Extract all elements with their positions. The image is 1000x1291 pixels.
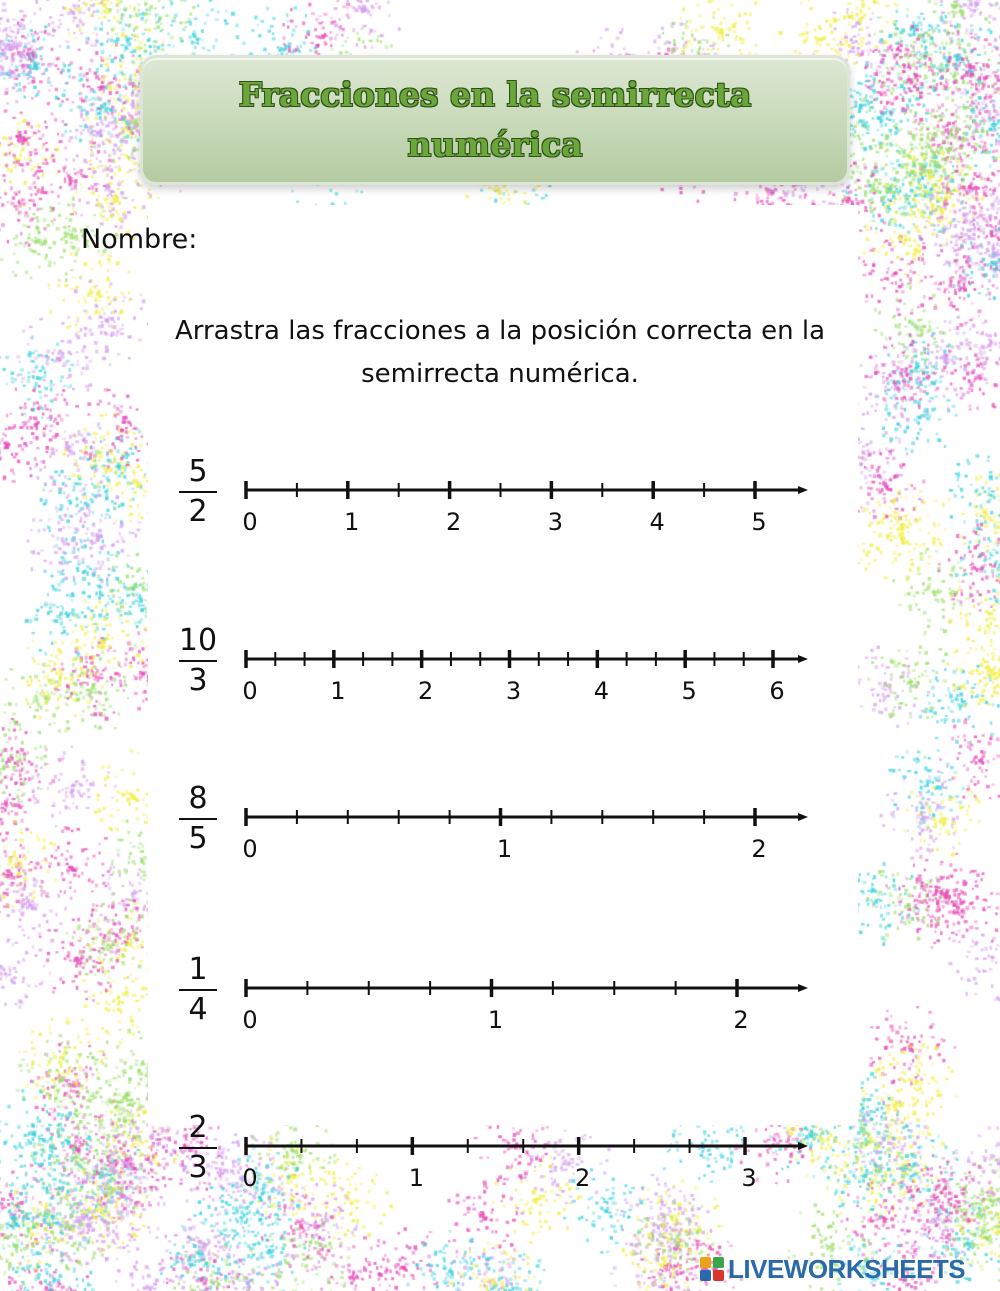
- arrow-head: [798, 813, 808, 821]
- tick-label: 1: [408, 1164, 424, 1192]
- tick-label: 6: [769, 677, 785, 705]
- tick-label: 2: [445, 508, 462, 536]
- tick-label: 1: [496, 835, 513, 863]
- tick-label: 0: [242, 835, 258, 863]
- page-title: Fracciones en la semirrecta numérica: [238, 75, 752, 164]
- fraction-numerator: 10: [178, 623, 218, 658]
- tick-label: 4: [593, 677, 609, 705]
- tick-label: 5: [681, 677, 697, 705]
- tick-label: 2: [751, 835, 767, 863]
- tick-label: 4: [649, 508, 665, 536]
- number-line[interactable]: [0, 782, 1000, 872]
- arrow-head: [798, 655, 808, 663]
- instructions-text: Arrastra las fracciones a la posición correcta en la semirrecta numérica.: [174, 316, 826, 389]
- tick-label: 3: [505, 677, 522, 705]
- fraction-numerator: 5: [188, 454, 208, 489]
- number-line[interactable]: [0, 953, 1000, 1043]
- fraction-numerator: 1: [188, 952, 208, 987]
- exercise-row: [0, 953, 1000, 1043]
- liveworksheets-logo-icon: [700, 1257, 724, 1281]
- arrow-head: [798, 486, 808, 494]
- arrow-head: [798, 1142, 808, 1150]
- tick-label: 5: [751, 508, 767, 536]
- exercise-row: [0, 455, 1000, 545]
- fraction-numerator: 8: [188, 781, 208, 816]
- tick-label: 1: [330, 677, 346, 705]
- tick-label: 0: [242, 677, 258, 705]
- liveworksheets-brand[interactable]: [700, 1254, 965, 1284]
- exercise-row: [0, 624, 1000, 714]
- fraction-denominator: 3: [188, 1150, 208, 1185]
- fraction-denominator: 5: [188, 821, 208, 856]
- tick-label: 0: [242, 508, 258, 536]
- tick-label: 3: [547, 508, 564, 536]
- tick-label: 1: [344, 508, 360, 536]
- fraction-denominator: 3: [188, 663, 208, 698]
- exercise-row: [0, 782, 1000, 872]
- number-line[interactable]: [0, 624, 1000, 714]
- number-line[interactable]: [0, 455, 1000, 545]
- fraction-denominator: 4: [188, 992, 208, 1027]
- fraction-numerator: 2: [188, 1110, 208, 1145]
- tick-label: 2: [418, 677, 434, 705]
- exercise-row: [0, 1111, 1000, 1201]
- tick-label: 3: [741, 1164, 757, 1192]
- title-banner: [140, 55, 850, 185]
- brand-text: LIVEWORKSHEETS: [728, 1253, 966, 1284]
- tick-label: 1: [487, 1006, 504, 1034]
- tick-label: 2: [733, 1006, 749, 1034]
- fraction-denominator: 2: [188, 494, 208, 529]
- tick-label: 2: [575, 1164, 591, 1192]
- name-label: Nombre:: [81, 224, 198, 255]
- tick-label: 0: [242, 1006, 258, 1034]
- tick-label: 0: [242, 1164, 258, 1192]
- number-line[interactable]: [0, 1111, 1000, 1201]
- arrow-head: [798, 984, 808, 992]
